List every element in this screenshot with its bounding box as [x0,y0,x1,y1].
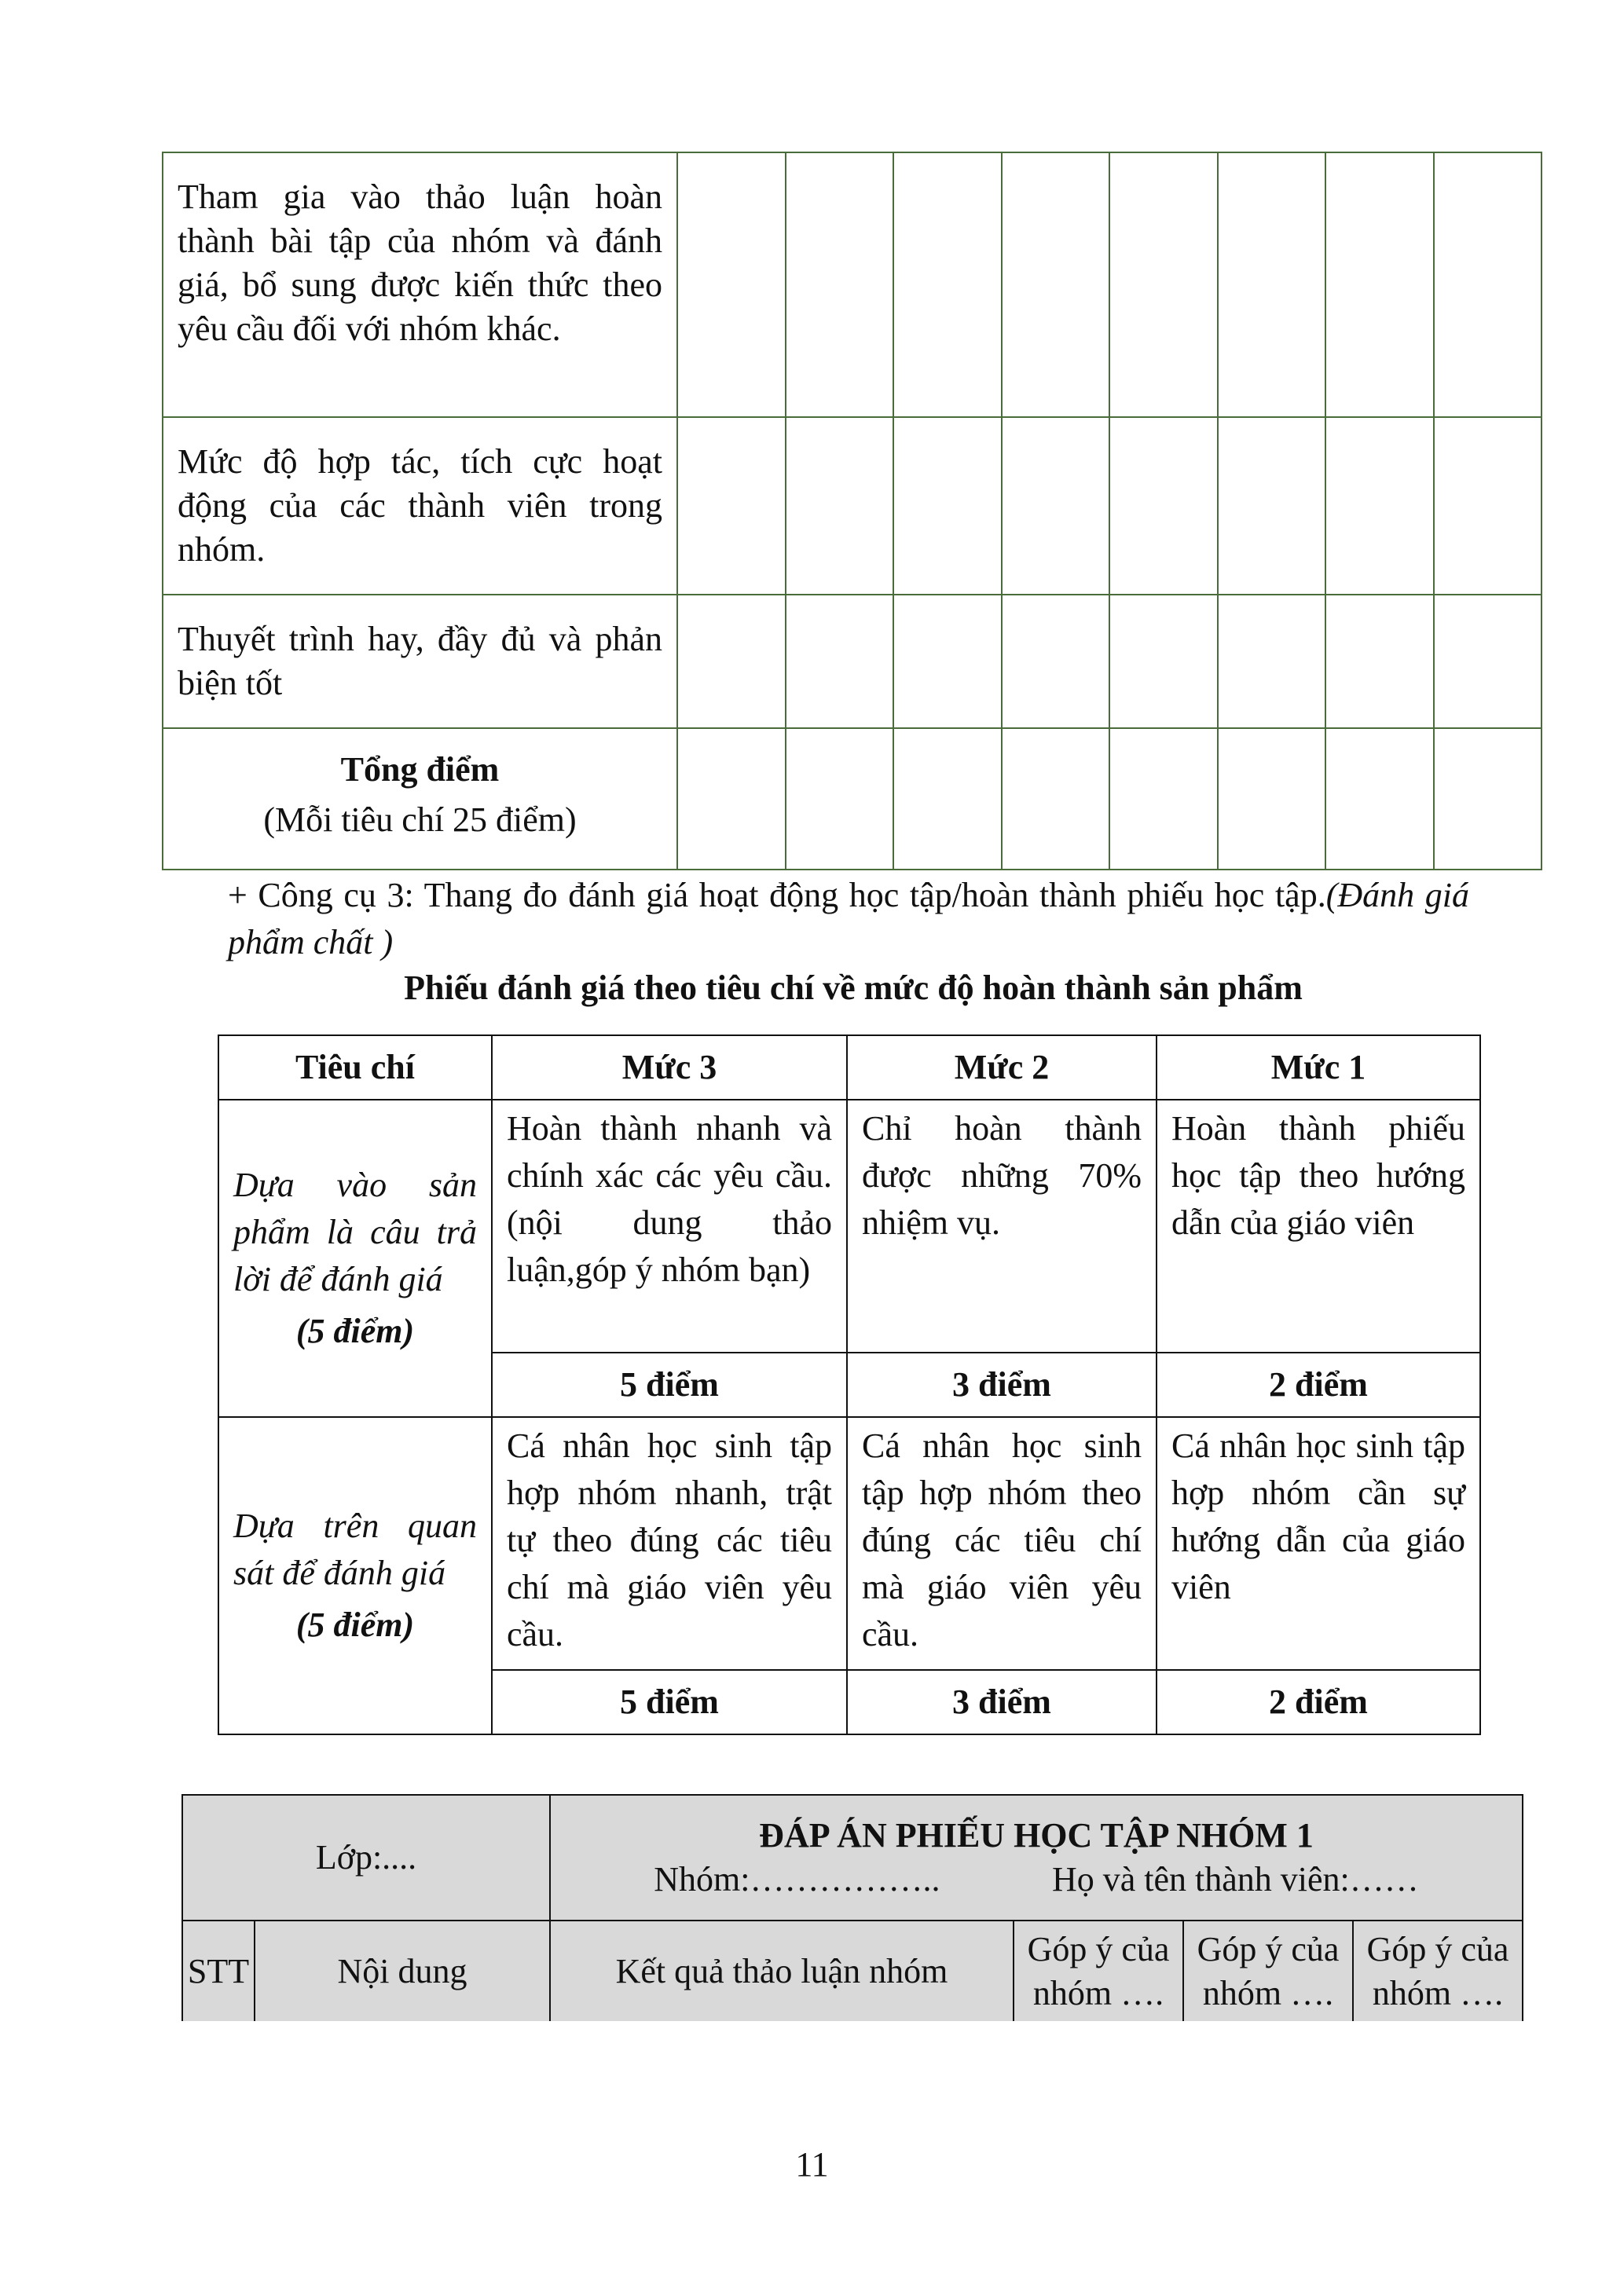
score-cell[interactable] [1218,728,1325,870]
level-2-description: Chỉ hoàn thành được những 70% nhiệm vụ. [847,1100,1157,1353]
level-3-score: 5 điểm [492,1353,847,1417]
score-cell[interactable] [677,417,786,595]
col-content: Nội dung [255,1921,550,2021]
class-cell: Lớp:.... [182,1795,550,1921]
score-cell[interactable] [786,595,893,728]
score-cell[interactable] [1434,728,1542,870]
level-1-description: Hoàn thành phiếu học tập theo hướng dẫn của giáo viên [1157,1100,1480,1353]
score-cell[interactable] [893,728,1002,870]
score-cell[interactable] [1002,728,1109,870]
col-stt: STT [182,1921,255,2021]
table-row [163,417,1542,595]
col-result: Kết quả thảo luận nhóm [550,1921,1014,2021]
total-cell [163,728,677,870]
score-cell[interactable] [677,152,786,417]
criterion-cell: Tham gia vào thảo luận hoàn thành bài tập của nhóm và đánh giá, bổ sung được kiến thức theo yêu cầu đối với nhóm khác. [163,152,677,417]
criterion-cell: Mức độ hợp tác, tích cực hoạt động của các thành viên trong nhóm. [163,417,677,595]
total-note: (Mỗi tiêu chí 25 điểm) [263,800,577,839]
sheet-title: Phiếu đánh giá theo tiêu chí về mức độ hoàn thành sản phẩm [404,969,1303,1007]
level-1-score: 2 điểm [1157,1670,1480,1734]
score-cell[interactable] [677,595,786,728]
score-cell[interactable] [1002,152,1109,417]
criterion-points: (5 điểm) [295,1312,415,1350]
level-2-score: 3 điểm [847,1670,1157,1734]
score-cell[interactable] [1325,417,1434,595]
level-1-description: Cá nhân học sinh tập hợp nhóm cần sự hướng dẫn của giáo viên [1157,1417,1480,1670]
score-cell[interactable] [1325,728,1434,870]
score-cell[interactable] [1109,595,1218,728]
col-feedback-2: Góp ý của nhóm …. [1183,1921,1353,2021]
level-1-score: 2 điểm [1157,1353,1480,1417]
column-header-row [182,1921,1523,2021]
level-3-score: 5 điểm [492,1670,847,1734]
score-cell[interactable] [893,417,1002,595]
score-cell[interactable] [1434,595,1542,728]
product-rubric-table [218,1034,1481,1735]
criterion-cell [218,1100,492,1417]
score-cell[interactable] [1325,152,1434,417]
group-evaluation-table [162,152,1542,870]
answer-sheet-table [181,1794,1523,2021]
header-row [218,1035,1480,1100]
header-level-2: Mức 2 [847,1035,1157,1100]
score-cell[interactable] [1109,728,1218,870]
group-label: Nhóm:…………….. [654,1860,940,1899]
score-cell[interactable] [786,152,893,417]
level-2-score: 3 điểm [847,1353,1157,1417]
score-cell[interactable] [677,728,786,870]
criterion-text: Dựa vào sản phẩm là câu trả lời để đánh giá [233,1166,477,1298]
level-3-description: Cá nhân học sinh tập hợp nhóm nhanh, trật tự theo đúng các tiêu chí mà giáo viên yêu cầu. [492,1417,847,1670]
score-cell[interactable] [1218,595,1325,728]
total-row [163,728,1542,870]
score-cell[interactable] [1218,417,1325,595]
criterion-points: (5 điểm) [295,1606,415,1644]
total-title: Tổng điểm [340,750,500,789]
col-feedback-1: Góp ý của nhóm …. [1014,1921,1183,2021]
score-cell[interactable] [786,728,893,870]
table-row [218,1417,1480,1670]
table-row [163,152,1542,417]
score-cell[interactable] [893,595,1002,728]
tool-3-paragraph [228,872,1469,966]
score-cell[interactable] [893,152,1002,417]
criterion-cell [218,1417,492,1734]
score-cell[interactable] [1325,595,1434,728]
score-cell[interactable] [1109,417,1218,595]
members-label: Họ và tên thành viên:…… [1051,1860,1419,1899]
criterion-text: Dựa trên quan sát để đánh giá [233,1507,477,1592]
score-cell[interactable] [1434,152,1542,417]
header-level-1: Mức 1 [1157,1035,1480,1100]
col-feedback-3: Góp ý của nhóm …. [1353,1921,1523,2021]
criterion-cell: Thuyết trình hay, đầy đủ và phản biện tốt [163,595,677,728]
tool-3-italic: (Đánh giá phẩm chất ) [228,876,1469,961]
level-3-description: Hoàn thành nhanh và chính xác các yêu cầu.(nội dung thảo luận,góp ý nhóm bạn) [492,1100,847,1353]
header-criterion: Tiêu chí [218,1035,492,1100]
answer-header-row [182,1795,1523,1921]
score-cell[interactable] [1218,152,1325,417]
score-cell[interactable] [1002,595,1109,728]
tool-3-text: + Công cụ 3: Thang đo đánh giá hoạt động học tập/hoàn thành phiếu học tập. [228,876,1326,914]
page-number: 11 [795,2145,829,2184]
score-cell[interactable] [1434,417,1542,595]
answer-title-cell [550,1795,1523,1921]
header-level-3: Mức 3 [492,1035,847,1100]
answer-title: ĐÁP ÁN PHIẾU HỌC TẬP NHÓM 1 [759,1816,1314,1855]
table-row [163,595,1542,728]
score-cell[interactable] [1002,417,1109,595]
score-cell[interactable] [1109,152,1218,417]
level-2-description: Cá nhân học sinh tập hợp nhóm theo đúng các tiêu chí mà giáo viên yêu cầu. [847,1417,1157,1670]
score-cell[interactable] [786,417,893,595]
table-row [218,1100,1480,1353]
